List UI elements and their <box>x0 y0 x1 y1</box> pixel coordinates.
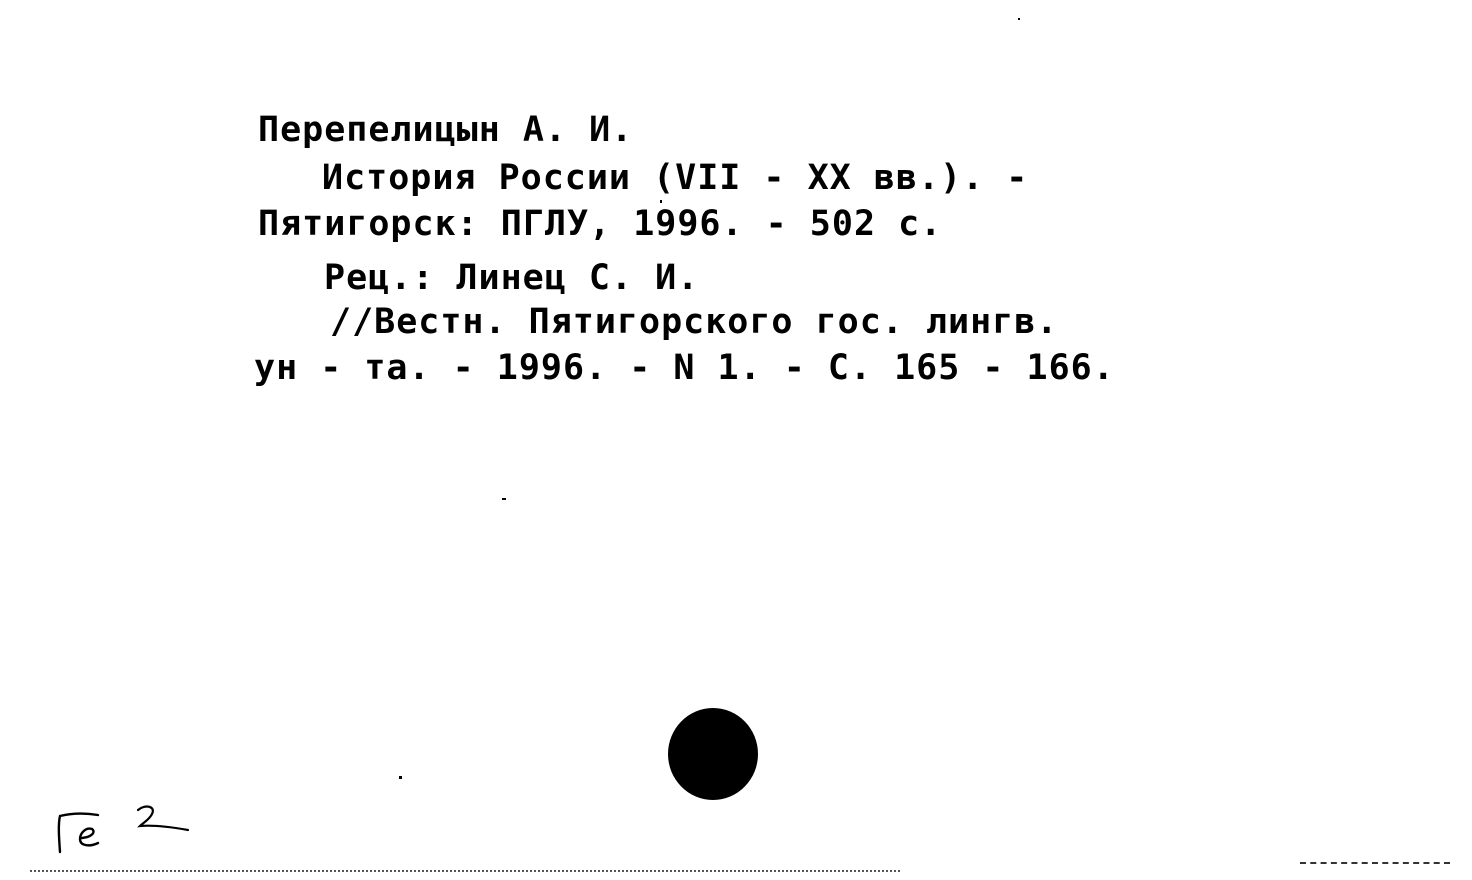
punch-hole <box>668 708 758 800</box>
journal-line: //Вестн. Пятигорского гос. лингв. <box>330 302 1059 342</box>
card-bottom-edge-right <box>1300 862 1450 866</box>
card-bottom-edge <box>30 870 900 876</box>
dust-speck <box>399 776 402 779</box>
title-line: История России (VII - XX вв.). - <box>322 158 1029 198</box>
handwritten-shelf-mark <box>50 800 200 870</box>
publication-line: Пятигорск: ПГЛУ, 1996. - 502 с. <box>258 204 943 244</box>
author-line: Перепелицын А. И. <box>258 110 634 150</box>
reviewer-line: Рец.: Линец С. И. <box>324 258 700 298</box>
dust-speck <box>660 200 662 203</box>
dust-speck <box>502 498 506 500</box>
dust-speck <box>1018 18 1020 20</box>
journal-details-line: ун - та. - 1996. - N 1. - С. 165 - 166. <box>254 348 1115 388</box>
